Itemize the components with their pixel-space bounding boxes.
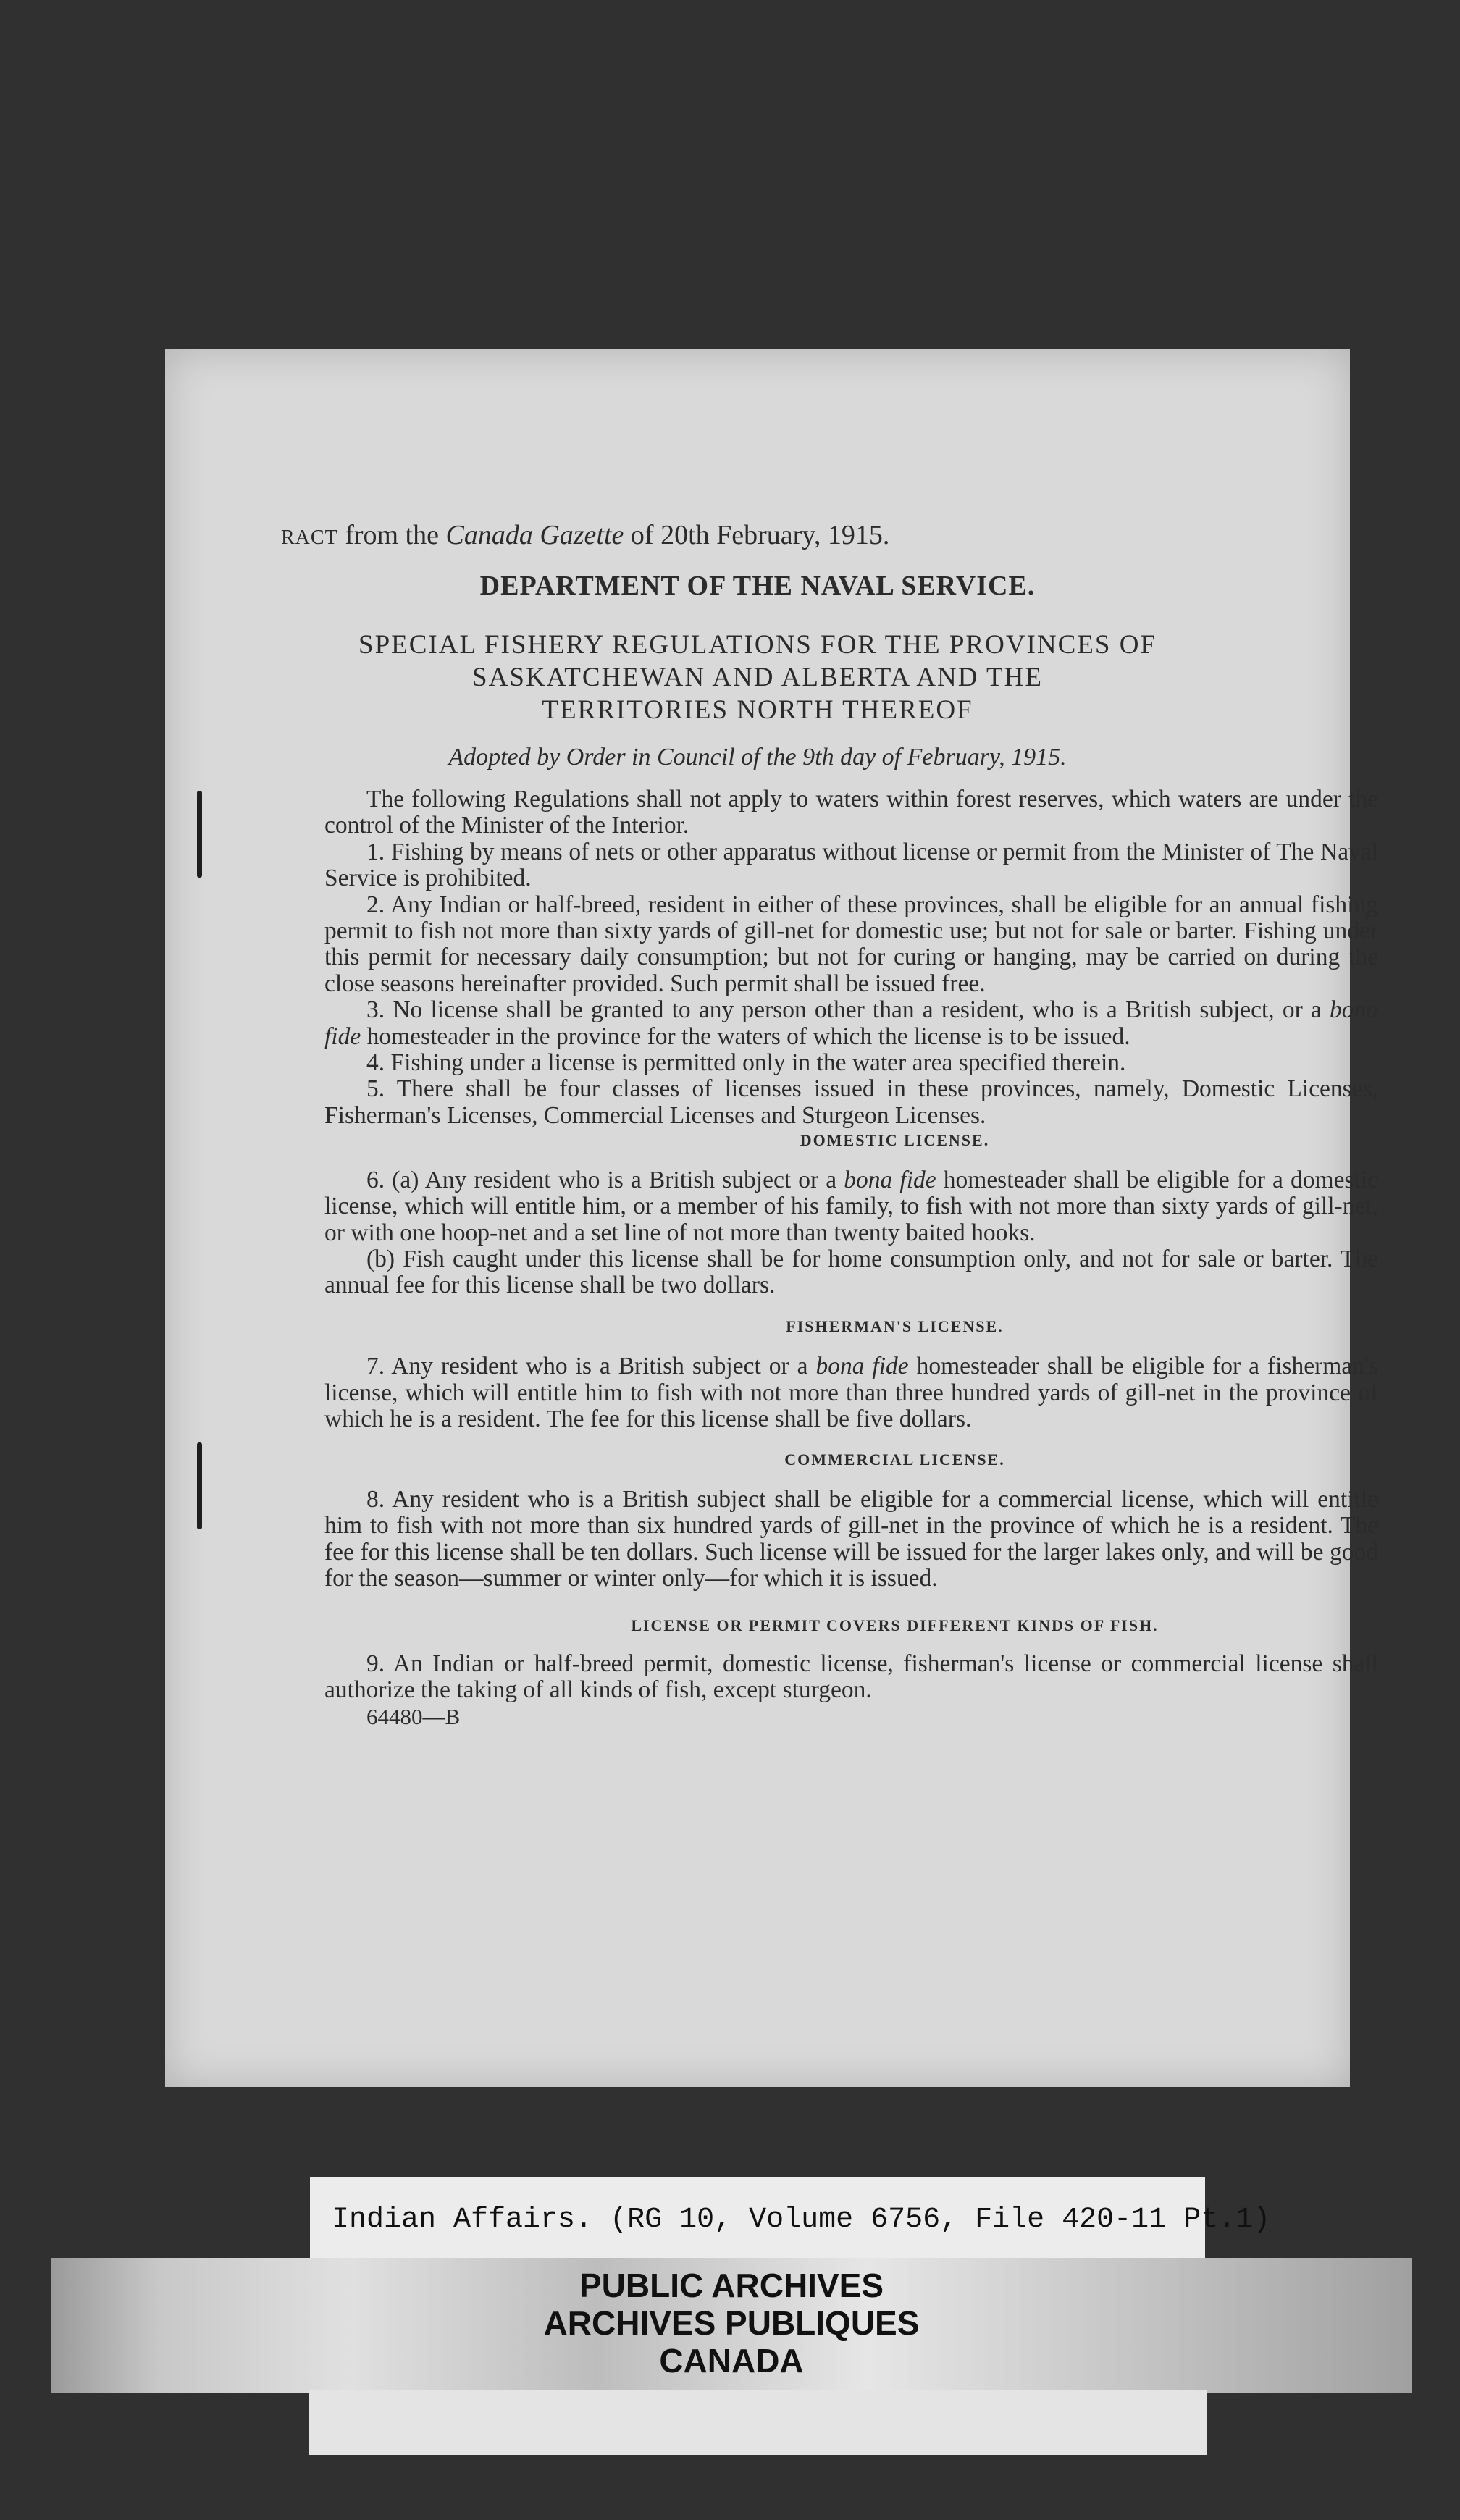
paragraph-6a: 6. (a) Any resident who is a British subject or a bona fide homesteader shall be eligible for a domestic license, which will entitle him, or a member of his family, to fish with not more than sixty yards of gill-net, or with one hoop-net and a set line of not more than twenty baited hooks. bbox=[324, 1166, 1378, 1246]
stamp-line: PUBLIC ARCHIVES bbox=[579, 2267, 884, 2304]
paragraph-8: 8. Any resident who is a British subject shall be eligible for a commercial license, which will entitle him to fish with not more than six hundred yards of gill-net in the province of which he is a resident. The fee for this license shall be ten dollars. Such license will be issued for the larger lakes only, and will be good for the season—summer or winter only—for which it is issued. bbox=[324, 1485, 1378, 1592]
regulation-title-line: SPECIAL FISHERY REGULATIONS FOR THE PROVINCES OF bbox=[358, 630, 1157, 660]
paragraph-5: 5. There shall be four classes of licenses issued in these provinces, namely, Domestic Licenses, Fisherman's Licenses, Commercial Licenses and Sturgeon Licenses. bbox=[324, 1075, 1378, 1129]
adopted-line: Adopted by Order in Council of the 9th day of February, 1915. bbox=[448, 744, 1067, 770]
stamp-line: CANADA bbox=[659, 2342, 804, 2380]
paragraph-1: 1. Fishing by means of nets or other apparatus without license or permit from the Minister of The Naval Service is prohibited. bbox=[324, 838, 1378, 892]
document-code: 64480—B bbox=[366, 1703, 461, 1729]
margin-mark bbox=[197, 1442, 202, 1529]
stamp-line: ARCHIVES PUBLIQUES bbox=[543, 2304, 920, 2342]
margin-mark bbox=[197, 791, 202, 878]
paragraph-2: 2. Any Indian or half-breed, resident in either of these provinces, shall be eligible for an annual fishing permit to fish not more than sixty yards of gill-net for domestic use; but not for sale or barter. Fishing under this permit for necessary daily consumption; but not for curing or hanging, may be carried on during the close seasons hereinafter provided. Such permit shall be issued free. bbox=[324, 891, 1378, 997]
document-page bbox=[165, 349, 1379, 2087]
extract-mid: from the bbox=[337, 520, 446, 550]
label-strip bbox=[309, 2390, 1207, 2455]
paragraph-3: 3. No license shall be granted to any person other than a resident, who is a British subject, or a bona fide homesteader in the province for the waters of which the license is to be issued. bbox=[324, 996, 1378, 1050]
paragraph-7: 7. Any resident who is a British subject or a bona fide homesteader shall be eligible for a fisherman's license, which will entitle him to fish with not more than three hundred yards of gill-net in the province of which he is a resident. The fee for this license shall be five dollars. bbox=[324, 1353, 1379, 1432]
paragraph-9: 9. An Indian or half-breed permit, domestic license, fisherman's license or commercial license shall authorize the taking of all kinds of fish, except sturgeon. bbox=[324, 1650, 1378, 1704]
heading-license-covers: LICENSE OR PERMIT COVERS DIFFERENT KINDS OF FISH. bbox=[631, 1616, 1159, 1635]
regulation-title-line: TERRITORIES NORTH THEREOF bbox=[542, 695, 973, 725]
regulations-body bbox=[324, 787, 1378, 1730]
paragraph-6b: (b) Fish caught under this license shall be for home consumption only, and not for sale or barter. The annual fee for this license shall be two dollars. bbox=[324, 1245, 1378, 1299]
preamble-paragraph: The following Regulations shall not apply to waters within forest reserves, which waters are under the control of the Minister of the Interior. bbox=[324, 786, 1378, 839]
gazette-name: Canada Gazette bbox=[445, 520, 624, 550]
heading-domestic-license: DOMESTIC LICENSE. bbox=[800, 1131, 990, 1150]
regulation-title-line: SASKATCHEWAN AND ALBERTA AND THE bbox=[472, 663, 1043, 692]
archive-reference-label: Indian Affairs. (RG 10, Volume 6756, File 420-11 Pt.1) bbox=[310, 2177, 1205, 2264]
heading-commercial-license: COMMERCIAL LICENSE. bbox=[784, 1450, 1005, 1469]
paragraph-4: 4. Fishing under a license is permitted only in the water area specified therein. bbox=[366, 1049, 1126, 1077]
extract-line bbox=[281, 519, 1222, 551]
extract-prefix: RACT bbox=[281, 526, 338, 549]
regulation-title bbox=[165, 629, 1350, 726]
department-title: DEPARTMENT OF THE NAVAL SERVICE. bbox=[479, 571, 1036, 601]
extract-date: of 20th February, 1915. bbox=[624, 520, 890, 550]
archive-stamp bbox=[406, 2267, 1057, 2380]
heading-fisherman-license: FISHERMAN'S LICENSE. bbox=[786, 1316, 1004, 1335]
